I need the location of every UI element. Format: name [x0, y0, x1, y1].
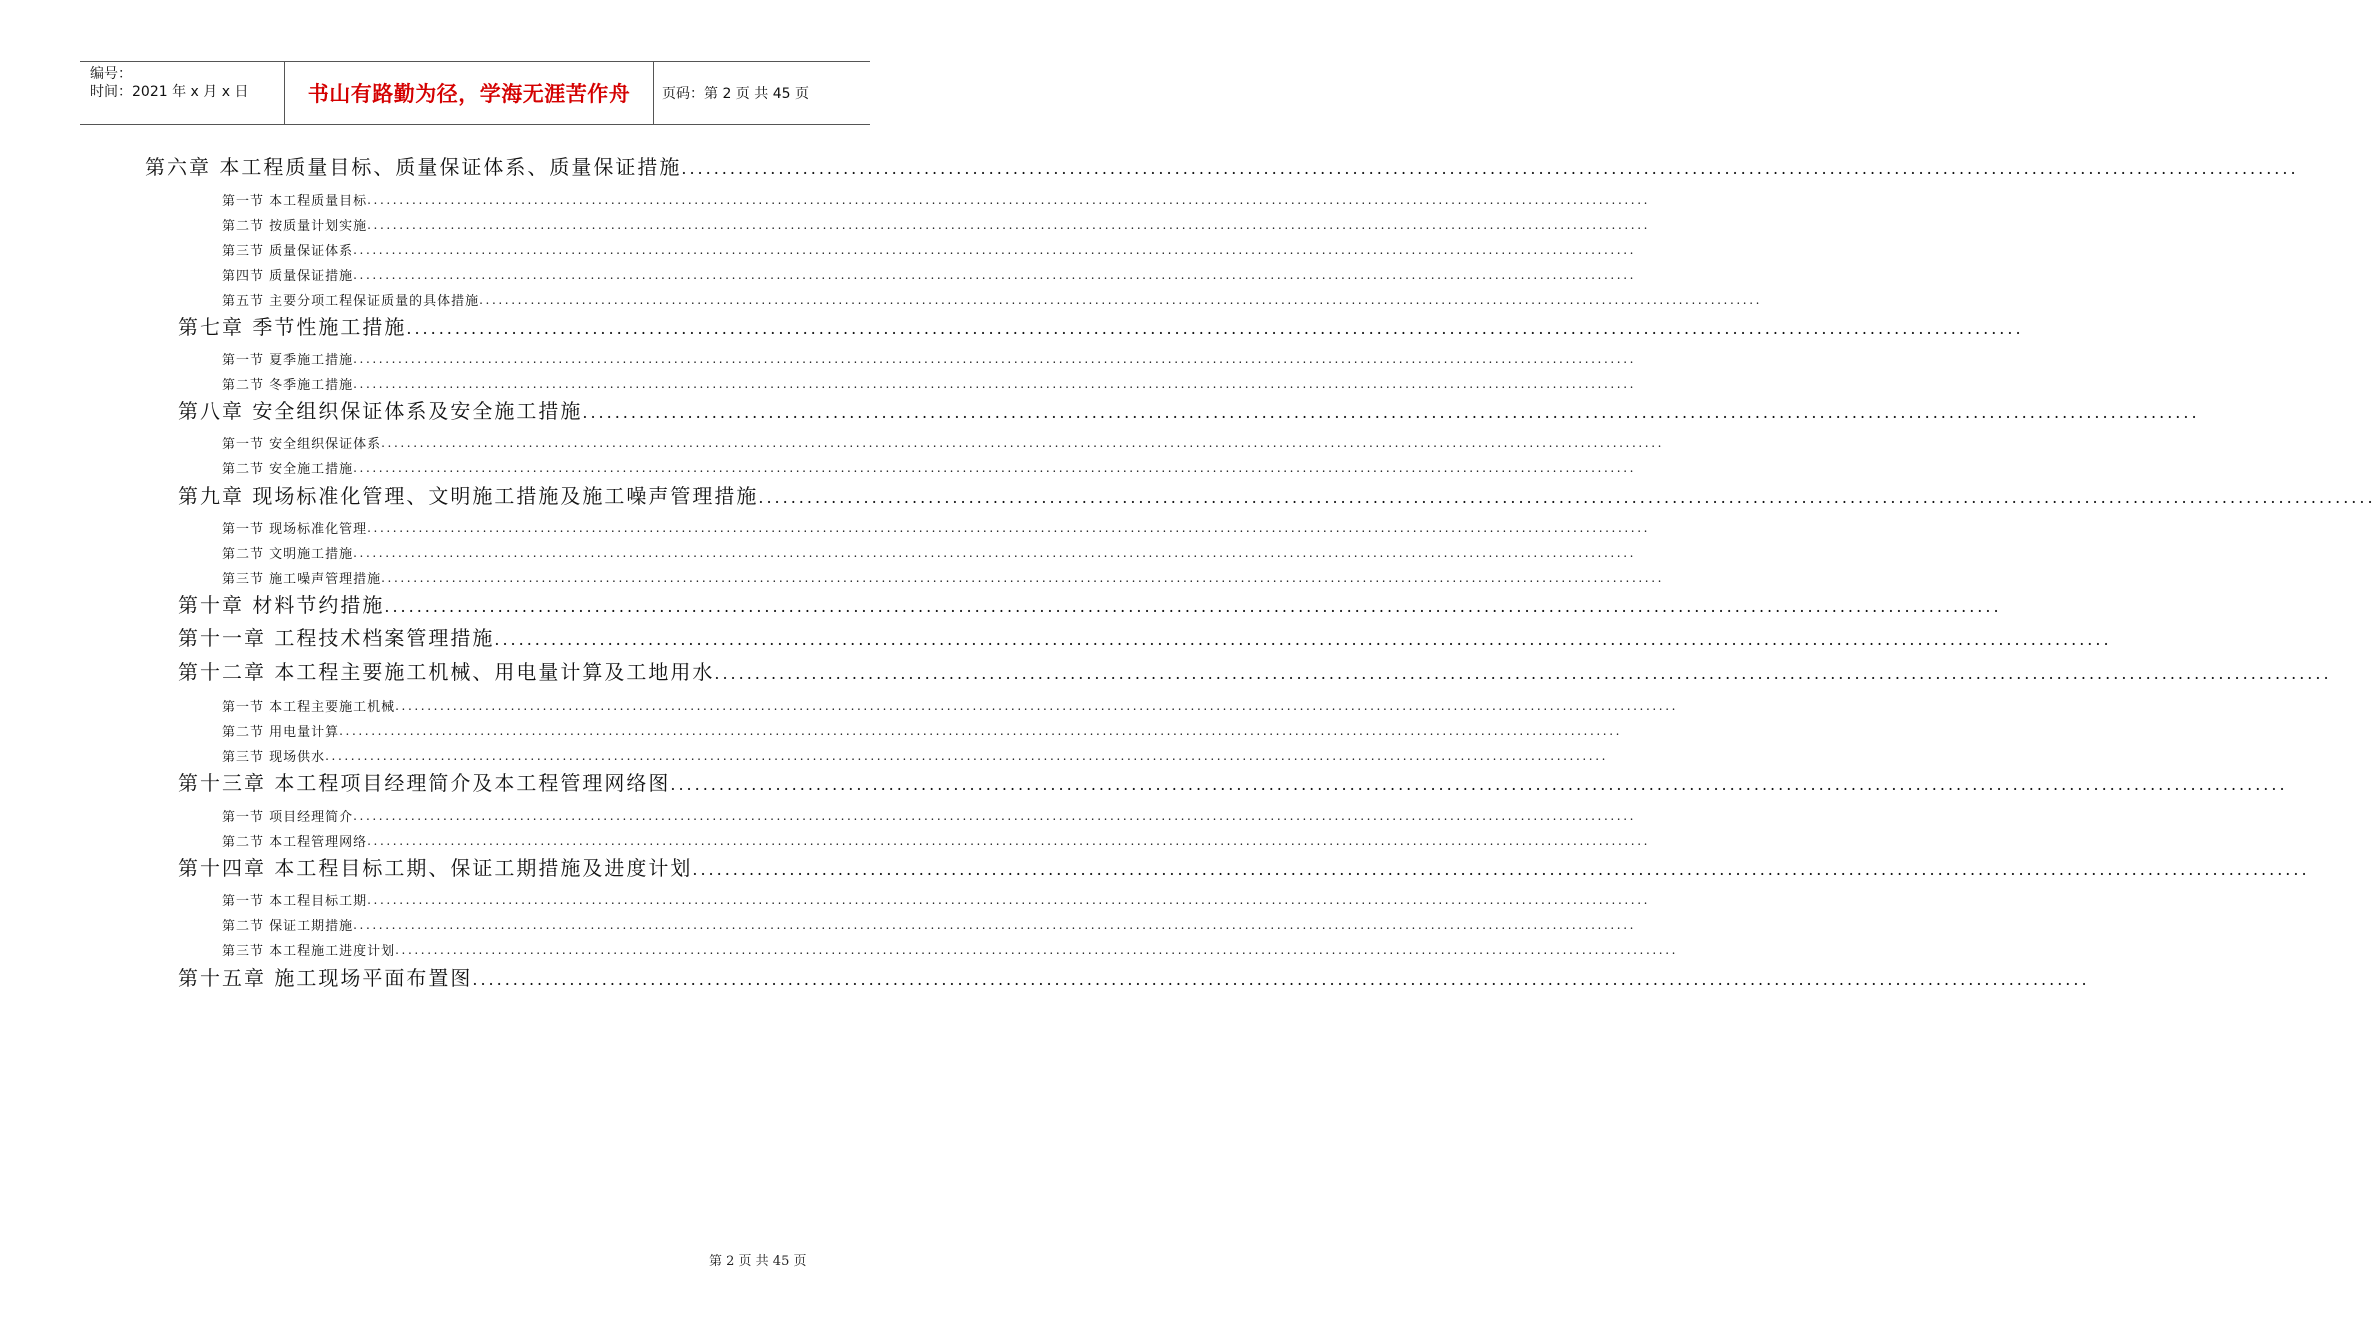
toc-section-entry[interactable]: [222, 542, 1637, 562]
toc-entry-title: 第一节 安全组织保证体系: [222, 437, 382, 452]
dot-leader: ........................................................................................................................................................................................................: [472, 970, 2090, 989]
dot-leader: ........................................................................................................................................................................................................: [384, 597, 2002, 616]
toc-chapter-entry[interactable]: [178, 623, 2112, 651]
toc-entry-title: 第二节 安全施工措施: [222, 462, 354, 477]
toc-section-entry[interactable]: [222, 189, 1651, 209]
toc-chapter-entry[interactable]: [145, 152, 2299, 180]
toc-entry-title: 第十一章 工程技术档案管理措施: [178, 626, 495, 650]
toc-entry-title: 第三节 现场供水: [222, 750, 326, 765]
dot-leader: ........................................................................................................................................................................................................: [353, 809, 1637, 823]
dot-leader: ........................................................................................................................................................................................................: [582, 403, 2200, 422]
toc-entry-title: 第二节 保证工期措施: [222, 919, 354, 934]
dot-leader: ........................................................................................................................................................................................................: [367, 218, 1651, 232]
toc-entry-title: 第二节 冬季施工措施: [222, 378, 354, 393]
toc-chapter-entry[interactable]: [178, 853, 2310, 881]
toc-entry-title: 第五节 主要分项工程保证质量的具体措施: [222, 294, 480, 309]
toc-entry-title: 第十四章 本工程目标工期、保证工期措施及进度计划: [178, 856, 693, 880]
toc-chapter-entry[interactable]: [178, 312, 2024, 340]
toc-entry-title: 第四节 质量保证措施: [222, 269, 354, 284]
toc-section-entry[interactable]: [222, 348, 1637, 368]
toc-section-entry[interactable]: [222, 373, 1637, 393]
toc-entry-title: 第三节 本工程施工进度计划: [222, 944, 396, 959]
toc-chapter-entry[interactable]: [178, 768, 2288, 796]
header-page-info: 页码：第 2 页 共 45 页: [662, 86, 809, 102]
dot-leader: ........................................................................................................................................................................................................: [367, 834, 1651, 848]
dot-leader: ........................................................................................................................................................................................................: [406, 319, 2024, 338]
toc-section-entry[interactable]: [222, 914, 1637, 934]
dot-leader: ........................................................................................................................................................................................................: [367, 193, 1651, 207]
toc-entry-title: 第一节 现场标准化管理: [222, 522, 368, 537]
toc-entry-title: 第二节 用电量计算: [222, 725, 340, 740]
toc-section-entry[interactable]: [222, 805, 1637, 825]
header-meta: [80, 62, 284, 124]
toc-section-entry[interactable]: [222, 695, 1679, 715]
toc-entry-title: 第八章 安全组织保证体系及安全施工措施: [178, 399, 583, 423]
toc-section-entry[interactable]: [222, 457, 1637, 477]
page-header: [80, 61, 870, 125]
toc-section-entry[interactable]: [222, 239, 1637, 259]
toc-section-entry[interactable]: [222, 720, 1623, 740]
toc-entry-title: 第一节 夏季施工措施: [222, 353, 354, 368]
dot-leader: ........................................................................................................................................................................................................: [325, 749, 1609, 763]
toc-chapter-entry[interactable]: [178, 657, 2332, 685]
toc-section-entry[interactable]: [222, 745, 1609, 765]
dot-leader: ........................................................................................................................................................................................................: [681, 159, 2299, 178]
dot-leader: ........................................................................................................................................................................................................: [353, 461, 1637, 475]
dot-leader: ........................................................................................................................................................................................................: [714, 664, 2332, 683]
toc-section-entry[interactable]: [222, 889, 1651, 909]
toc-entry-title: 第一节 项目经理简介: [222, 810, 354, 825]
document-date: 时间：2021 年 x 月 x 日: [90, 84, 249, 100]
dot-leader: ........................................................................................................................................................................................................: [367, 893, 1651, 907]
toc-entry-title: 第一节 本工程主要施工机械: [222, 700, 396, 715]
dot-leader: ........................................................................................................................................................................................................: [367, 521, 1651, 535]
dot-leader: ........................................................................................................................................................................................................: [758, 488, 2376, 507]
dot-leader: ........................................................................................................................................................................................................: [494, 630, 2112, 649]
dot-leader: ........................................................................................................................................................................................................: [479, 293, 1763, 307]
toc-entry-title: 第二节 按质量计划实施: [222, 219, 368, 234]
toc-entry-title: 第二节 文明施工措施: [222, 547, 354, 562]
toc-entry-title: 第十章 材料节约措施: [178, 593, 385, 617]
dot-leader: ........................................................................................................................................................................................................: [692, 860, 2310, 879]
toc-entry-title: 第三节 质量保证体系: [222, 244, 354, 259]
dot-leader: ........................................................................................................................................................................................................: [395, 943, 1679, 957]
dot-leader: ........................................................................................................................................................................................................: [395, 699, 1679, 713]
toc-entry-title: 第七章 季节性施工措施: [178, 315, 407, 339]
toc-entry-title: 第十五章 施工现场平面布置图: [178, 966, 473, 990]
dot-leader: ........................................................................................................................................................................................................: [353, 352, 1637, 366]
page-footer: 第 2 页 共 45 页: [709, 1254, 807, 1269]
toc-section-entry[interactable]: [222, 830, 1651, 850]
header-motto: 书山有路勤为径，学海无涯苦作舟: [284, 62, 654, 124]
dot-leader: ........................................................................................................................................................................................................: [353, 243, 1637, 257]
dot-leader: ........................................................................................................................................................................................................: [381, 436, 1665, 450]
toc-entry-title: 第六章 本工程质量目标、质量保证体系、质量保证措施: [145, 155, 682, 179]
toc-section-entry[interactable]: [222, 939, 1679, 959]
dot-leader: ........................................................................................................................................................................................................: [670, 775, 2288, 794]
dot-leader: ........................................................................................................................................................................................................: [353, 268, 1637, 282]
toc-section-entry[interactable]: [222, 432, 1665, 452]
toc-chapter-entry[interactable]: [178, 963, 2090, 991]
dot-leader: ........................................................................................................................................................................................................: [339, 724, 1623, 738]
toc-entry-title: 第十二章 本工程主要施工机械、用电量计算及工地用水: [178, 660, 715, 684]
toc-section-entry[interactable]: [222, 214, 1651, 234]
toc-entry-title: 第九章 现场标准化管理、文明施工措施及施工噪声管理措施: [178, 484, 759, 508]
toc-section-entry[interactable]: [222, 517, 1651, 537]
toc-section-entry[interactable]: [222, 567, 1665, 587]
toc-entry-title: 第二节 本工程管理网络: [222, 835, 368, 850]
dot-leader: ........................................................................................................................................................................................................: [353, 918, 1637, 932]
toc-entry-title: 第一节 本工程质量目标: [222, 194, 368, 209]
document-number-label: 编号：: [90, 66, 132, 82]
dot-leader: ........................................................................................................................................................................................................: [353, 546, 1637, 560]
toc-section-entry[interactable]: [222, 264, 1637, 284]
toc-chapter-entry[interactable]: [178, 590, 2002, 618]
toc-chapter-entry[interactable]: [178, 396, 2200, 424]
dot-leader: ........................................................................................................................................................................................................: [353, 377, 1637, 391]
toc-entry-title: 第十三章 本工程项目经理简介及本工程管理网络图: [178, 771, 671, 795]
toc-chapter-entry[interactable]: [178, 481, 2376, 509]
toc-entry-title: 第一节 本工程目标工期: [222, 894, 368, 909]
toc-section-entry[interactable]: [222, 289, 1763, 309]
dot-leader: ........................................................................................................................................................................................................: [381, 571, 1665, 585]
toc-entry-title: 第三节 施工噪声管理措施: [222, 572, 382, 587]
